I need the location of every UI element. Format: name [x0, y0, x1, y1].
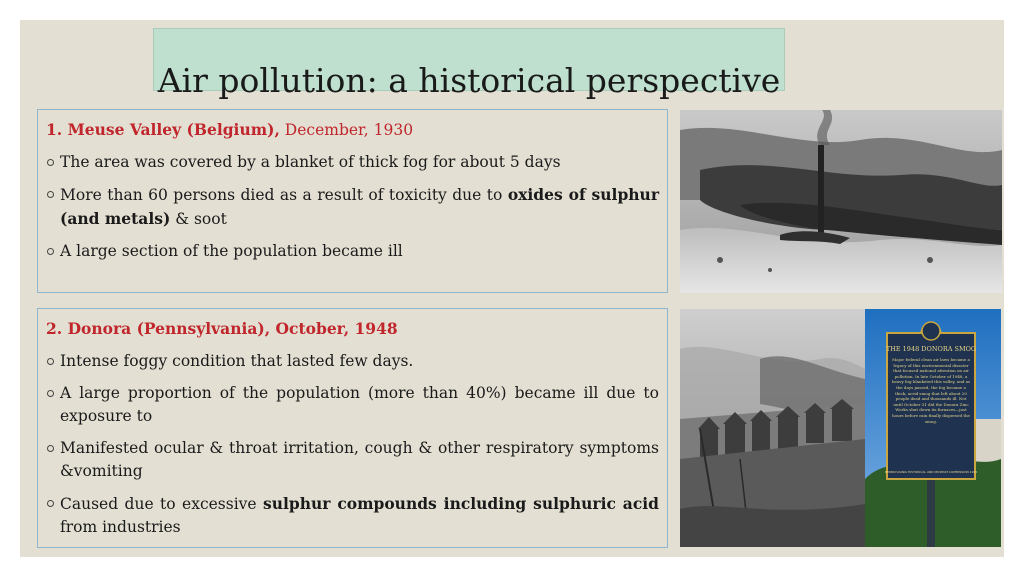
marker-text: Major federal clean air laws became a legacy of this environmental disaster that focused national attention on air pollution. In late October of 1948, a heavy fog blanketed this valley, and as the days passed, the fog became a thick, acrid smog that left about 20 people dead and thousands ill. Not until October 31 did the Donora Zinc Works shut down its furnaces—just hours before rain finally dispersed the smog. [891, 357, 971, 424]
bullet-item [46, 240, 659, 263]
bullet-item [46, 183, 659, 231]
marker-footer: PENNSYLVANIA HISTORICAL AND MUSEUM COMMISSION 1995 [884, 470, 978, 474]
bullet-item [46, 350, 659, 373]
bullet-text: Caused due to excessive [60, 495, 264, 513]
bullet-item [46, 437, 659, 483]
donora-town-smog-photo [680, 309, 865, 547]
bullet-item [46, 151, 659, 174]
section1-heading-bold: 1. Meuse Valley (Belgium), [46, 120, 280, 139]
section2-heading [46, 317, 659, 341]
section1-heading-date: December, 1930 [284, 121, 414, 139]
bullet-text: from industries [60, 518, 181, 536]
bullet-text: A large proportion of the population (more than 40%) became ill due to exposure to [60, 384, 659, 425]
bullet-item [46, 382, 659, 428]
bullet-text: Intense foggy condition that lasted few days. [60, 352, 414, 370]
section2-heading-bold: 2. Donora (Pennsylvania), October, 1948 [46, 319, 398, 338]
bullet-text: The area was covered by a blanket of thick fog for about 5 days [60, 153, 561, 171]
donora-box [37, 308, 668, 548]
bullet-text: More than 60 persons died as a result of toxicity due to [60, 186, 508, 204]
section2-bullets [46, 350, 659, 539]
marker-title: THE 1948 DONORA SMOG [885, 345, 977, 353]
donora-historical-marker-photo [865, 309, 1001, 547]
bullet-text-bold: sulphur compounds including sulphuric acid [263, 494, 659, 513]
marker-graphic [865, 309, 1001, 547]
section1-heading [46, 118, 659, 142]
donora-town-graphic [680, 309, 865, 547]
bullet-text-bold: oxides of sulphur (and metals) [60, 185, 659, 228]
meuse-valley-fog-photo [680, 110, 1002, 293]
meuse-photo-graphic [680, 110, 1002, 293]
bullet-item [46, 492, 659, 539]
bullet-text: Manifested ocular & throat irritation, cough & other respiratory symptoms &vomiting [60, 439, 659, 480]
bullet-text: A large section of the population became ill [60, 242, 403, 260]
meuse-valley-box [37, 109, 668, 293]
slide-title: Air pollution: a historical perspective [157, 61, 781, 100]
section1-bullets [46, 151, 659, 263]
bullet-text: & soot [170, 210, 227, 228]
